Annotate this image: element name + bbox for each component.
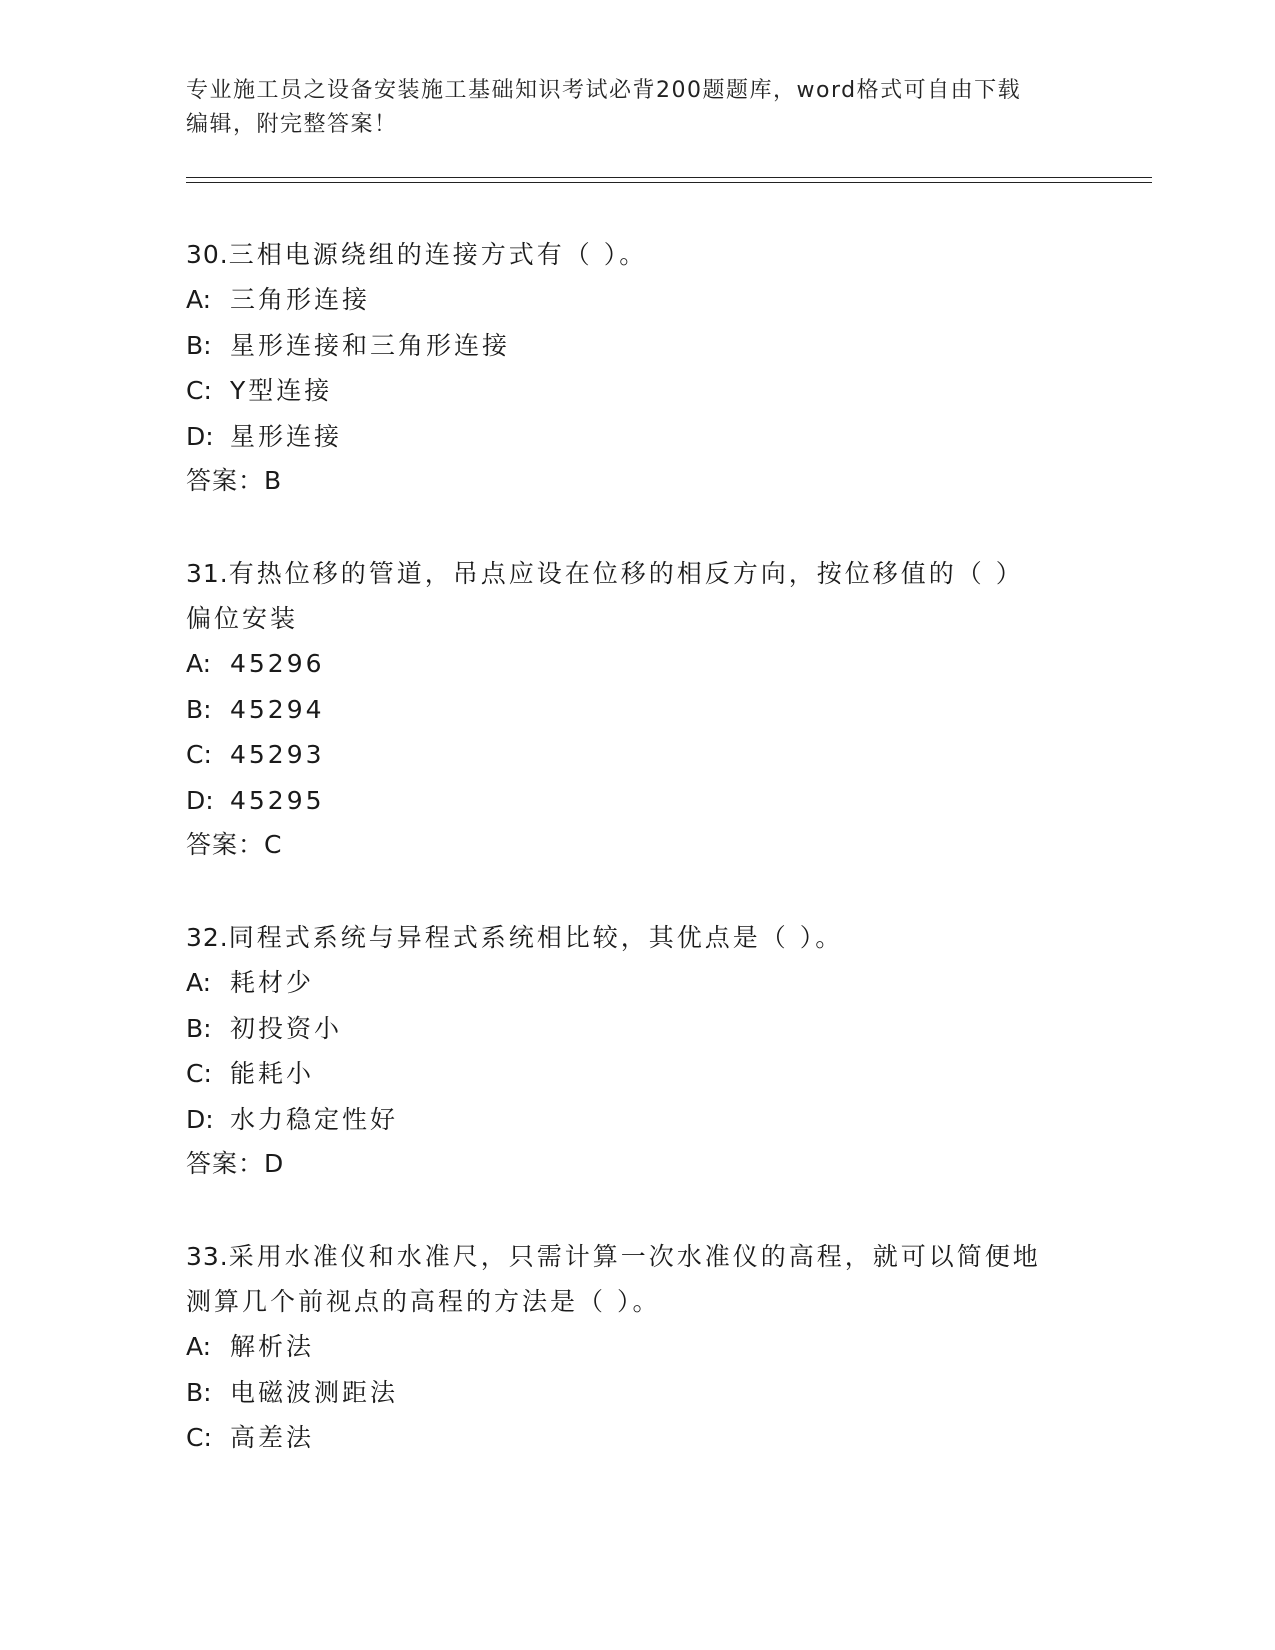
option-text: 45293 (230, 740, 325, 769)
question-32 (186, 915, 1086, 1186)
option-text: 能耗小 (230, 1059, 315, 1088)
option-a (186, 960, 1086, 1006)
option-letter: C: (186, 376, 212, 405)
option-c (186, 368, 1086, 414)
option-b (186, 1006, 1086, 1052)
option-letter: D: (186, 1104, 214, 1134)
option-text: 电磁波测距法 (230, 1377, 399, 1407)
document-header (186, 74, 1066, 142)
header-title-line-2: 编辑，附完整答案！ (186, 112, 398, 137)
question-number: 33. (186, 1242, 229, 1271)
option-text: 星形连接 (230, 421, 343, 451)
option-d (186, 414, 1086, 460)
option-d (186, 778, 1086, 824)
option-text: 耗材少 (230, 968, 315, 997)
option-a (186, 1324, 1086, 1370)
question-text-line: 同程式系统与异程式系统相比较，其优点是（ ）。 (228, 923, 844, 952)
option-text: 解析法 (230, 1332, 315, 1361)
question-number: 30. (186, 240, 229, 269)
option-text: 45294 (230, 694, 325, 724)
option-text: 45296 (230, 649, 325, 678)
option-text: 水力稳定性好 (230, 1104, 399, 1134)
option-text: 高差法 (230, 1423, 315, 1452)
option-b (186, 323, 1086, 369)
option-text: 45295 (230, 785, 325, 815)
answer-line: 答案：D (186, 1149, 285, 1178)
option-letter: B: (186, 1377, 212, 1407)
option-c (186, 1415, 1086, 1461)
question-text-continuation: 偏位安装 (186, 604, 299, 633)
header-divider-top (186, 177, 1152, 178)
question-30 (186, 232, 1086, 503)
question-text (186, 551, 1086, 596)
option-letter: B: (186, 694, 212, 724)
option-text: Y型连接 (230, 376, 333, 405)
option-letter: B: (186, 1013, 212, 1043)
question-text-line: 三相电源绕组的连接方式有（ ）。 (228, 240, 648, 269)
option-letter: A: (186, 1332, 212, 1361)
option-letter: D: (186, 785, 214, 815)
option-letter: A: (186, 649, 212, 678)
option-letter: B: (186, 330, 212, 360)
question-number: 31. (186, 559, 229, 588)
question-31 (186, 551, 1086, 867)
header-title-line-1: 专业施工员之设备安装施工基础知识考试必背200题题库，word格式可自由下载 (186, 78, 1022, 103)
question-text-continuation: 测算几个前视点的高程的方法是（ ）。 (186, 1287, 661, 1316)
option-d (186, 1097, 1086, 1143)
question-text (186, 232, 1086, 277)
option-letter: A: (186, 285, 212, 314)
option-letter: A: (186, 968, 212, 997)
option-text: 初投资小 (230, 1013, 343, 1043)
option-b (186, 687, 1086, 733)
answer-line: 答案：C (186, 830, 283, 859)
question-33 (186, 1234, 1086, 1461)
option-a (186, 641, 1086, 687)
question-text-line: 有热位移的管道，吊点应设在位移的相反方向，按位移值的（ ） (228, 559, 1024, 588)
question-text (186, 915, 1086, 960)
option-c (186, 1051, 1086, 1097)
option-text: 三角形连接 (230, 285, 371, 314)
question-number: 32. (186, 923, 229, 952)
header-divider-bottom (186, 182, 1152, 183)
option-b (186, 1370, 1086, 1416)
question-text-line: 采用水准仪和水准尺，只需计算一次水准仪的高程，就可以简便地 (228, 1242, 1041, 1271)
question-text (186, 1234, 1086, 1279)
option-text: 星形连接和三角形连接 (230, 330, 511, 360)
option-c (186, 732, 1086, 778)
option-letter: D: (186, 421, 214, 451)
answer-line: 答案：B (186, 466, 283, 495)
option-a (186, 277, 1086, 323)
option-letter: C: (186, 1059, 212, 1088)
option-letter: C: (186, 1423, 212, 1452)
option-letter: C: (186, 740, 212, 769)
question-list (186, 232, 1086, 1509)
